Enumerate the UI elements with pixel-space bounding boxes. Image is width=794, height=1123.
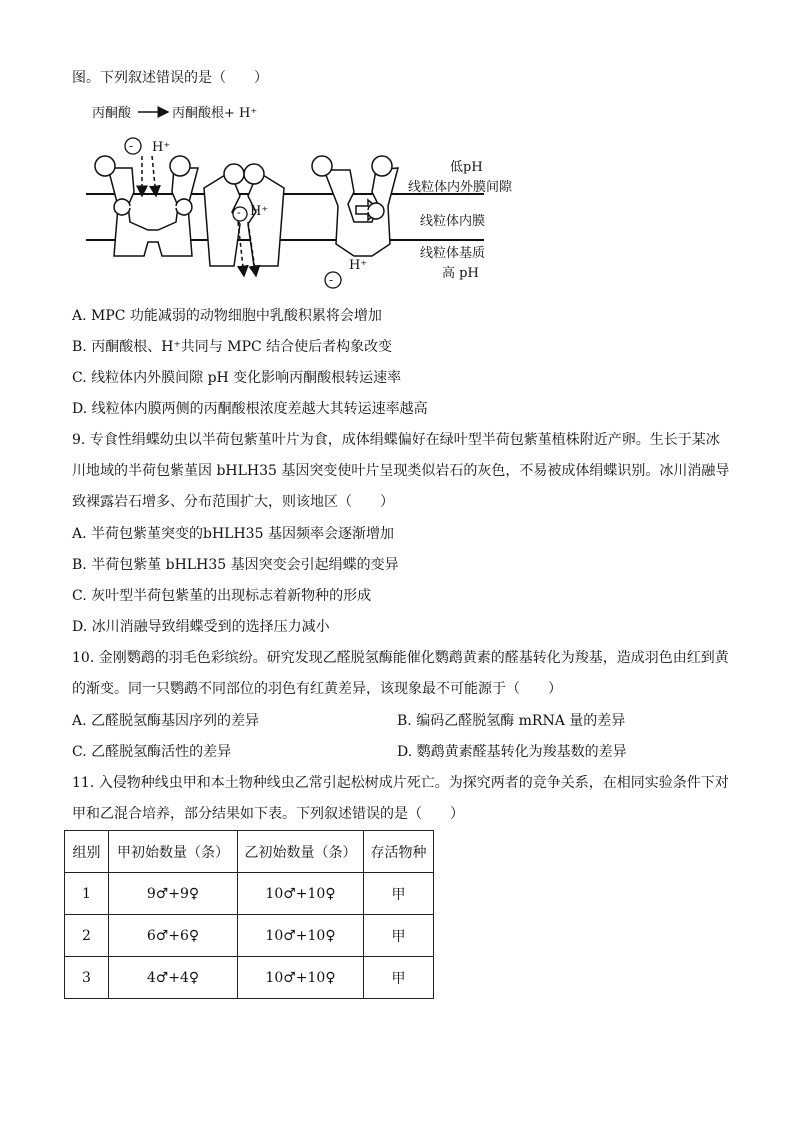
q8-option-a: A. MPC 功能减弱的动物细胞中乳酸积累将会增加 (72, 308, 382, 324)
inner-membrane-label: 线粒体内膜 (420, 214, 486, 229)
q11-stem-line-1: 11. 入侵物种线虫甲和本土物种线虫乙常引起松树成片死亡。为探究两者的竞争关系，在相同实验条件下对 (72, 775, 729, 791)
q8-option-b: B. 丙酮酸根、H⁺共同与 MPC 结合使后者构象改变 (72, 339, 393, 355)
table-cell: 2 (65, 915, 109, 957)
q9-option-b: B. 半荷包紫堇 bHLH35 基因突变会引起绢蝶的变异 (72, 557, 399, 573)
table-cell: 甲 (364, 915, 434, 957)
table-header-row (65, 831, 434, 873)
q9-option-c: C. 灰叶型半荷包紫堇的出现标志着新物种的形成 (72, 588, 372, 604)
table-header-cell: 乙初始数量（条） (238, 831, 364, 873)
h-ion-matrix: H⁺ (349, 258, 368, 273)
minus-sign-matrix: - (329, 273, 334, 287)
mpc-transport-diagram (72, 96, 542, 296)
pyruvic-acid-label: 丙酮酸 (92, 106, 132, 121)
question-intro: 图。下列叙述错误的是（ ） (72, 70, 268, 86)
table-row (65, 873, 434, 915)
table-cell: 3 (65, 957, 109, 999)
q9-option-d: D. 冰川消融导致绢蝶受到的选择压力减小 (72, 619, 330, 635)
low-ph-label: 低pH (450, 160, 483, 175)
q11-stem-line-2: 甲和乙混合培养，部分结果如下表。下列叙述错误的是（ ） (72, 806, 464, 822)
table-cell: 4♂+4♀ (109, 957, 238, 999)
h-ion-top: H⁺ (152, 140, 171, 155)
table-header-cell: 甲初始数量（条） (109, 831, 238, 873)
q10-option-d: D. 鹦鹉黄素醛基转化为羧基数的差异 (397, 744, 627, 760)
q8-option-c: C. 线粒体内外膜间隙 pH 变化影响丙酮酸根转运速率 (72, 370, 402, 386)
table-cell: 甲 (364, 873, 434, 915)
q10-option-a: A. 乙醛脱氢酶基因序列的差异 (72, 713, 260, 729)
minus-sign-bound: - (237, 206, 241, 219)
q10-stem-line-2: 的渐变。同一只鹦鹉不同部位的羽色有红黄差异，该现象最不可能源于（ ） (72, 681, 562, 697)
minus-sign-top: - (129, 139, 134, 153)
table-cell: 9♂+9♀ (109, 873, 238, 915)
q8-option-d: D. 线粒体内膜两侧的丙酮酸根浓度差越大其转运速率越高 (72, 401, 428, 417)
table-cell: 10♂+10♀ (238, 873, 364, 915)
q10-stem-line-1: 10. 金刚鹦鹉的羽毛色彩缤纷。研究发现乙醛脱氢酶能催化鹦鹉黄素的醛基转化为羧基，造成羽色由红到黄 (72, 650, 729, 666)
q10-option-c: C. 乙醛脱氢酶活性的差异 (72, 744, 232, 760)
q9-stem-line-3: 致裸露岩石增多、分布范围扩大，则该地区（ ） (72, 494, 394, 510)
h-ion-bound: H⁺ (250, 204, 269, 219)
table-cell: 1 (65, 873, 109, 915)
pyruvate-ion-label: 丙酮酸根+ H⁺ (172, 106, 258, 121)
table-header-cell: 存活物种 (364, 831, 434, 873)
q9-stem-line-2: 川地域的半荷包紫堇因 bHLH35 基因突变使叶片呈现类似岩石的灰色，不易被成体绢蝶识别。冰川消融导 (72, 463, 730, 479)
table-row (65, 957, 434, 999)
q9-stem-line-1: 9. 专食性绢蝶幼虫以半荷包紫堇叶片为食，成体绢蝶偏好在绿叶型半荷包紫堇植株附近产卵。生长于某冰 (72, 432, 720, 448)
matrix-label: 线粒体基质 (420, 246, 486, 261)
table-header-cell: 组别 (65, 831, 109, 873)
table-cell: 6♂+6♀ (109, 915, 238, 957)
table-row (65, 915, 434, 957)
q9-option-a: A. 半荷包紫堇突变的bHLH35 基因频率会逐渐增加 (72, 526, 394, 542)
competition-table (64, 830, 434, 999)
q10-option-b: B. 编码乙醛脱氢酶 mRNA 量的差异 (397, 713, 626, 729)
table-cell: 甲 (364, 957, 434, 999)
table-cell: 10♂+10♀ (238, 915, 364, 957)
high-ph-label: 高 pH (442, 266, 479, 281)
table-cell: 10♂+10♀ (238, 957, 364, 999)
intermembrane-space-label: 线粒体内外膜间隙 (408, 180, 513, 195)
